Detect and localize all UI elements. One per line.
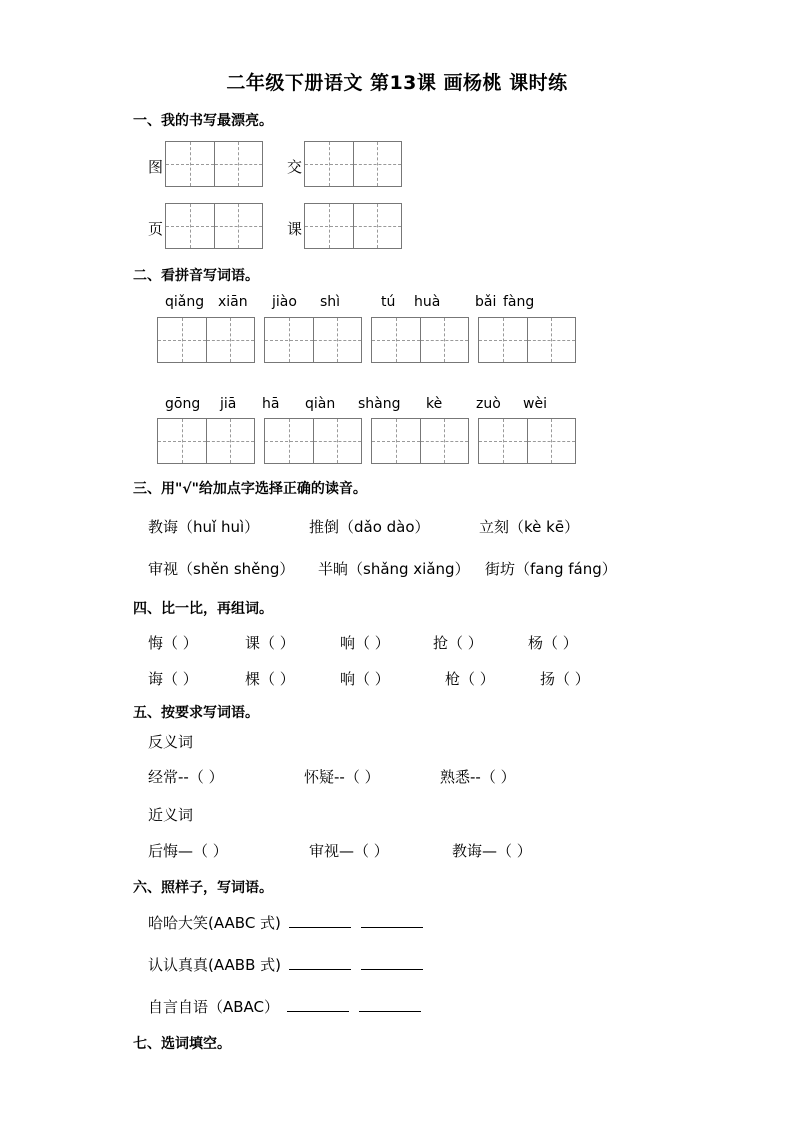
section-5-heading: 五、按要求写词语。 bbox=[133, 705, 259, 721]
answer-blank[interactable] bbox=[289, 913, 351, 928]
pattern-item bbox=[148, 912, 423, 933]
pinyin: qiàn bbox=[305, 396, 336, 412]
synonym-item[interactable]: 教诲—（ ） bbox=[452, 842, 532, 860]
tianzige-box[interactable] bbox=[478, 418, 576, 464]
pattern-item bbox=[148, 996, 421, 1017]
answer-blank[interactable] bbox=[287, 997, 349, 1012]
compare-item[interactable]: 响（ ） bbox=[340, 670, 390, 688]
antonym-item[interactable]: 经常--（ ） bbox=[148, 768, 224, 786]
tianzige-box[interactable] bbox=[371, 317, 469, 363]
section-2-heading: 二、看拼音写词语。 bbox=[133, 268, 259, 284]
pinyin: kè bbox=[426, 396, 443, 412]
antonym-item[interactable]: 熟悉--（ ） bbox=[440, 768, 516, 786]
pinyin: shàng bbox=[358, 396, 401, 412]
compare-item[interactable]: 响（ ） bbox=[340, 634, 390, 652]
compare-item[interactable]: 悔（ ） bbox=[148, 634, 198, 652]
pinyin: jiào bbox=[272, 294, 297, 310]
compare-item[interactable]: 抢（ ） bbox=[433, 634, 483, 652]
pinyin: qiǎng bbox=[165, 294, 205, 310]
pinyin: zuò bbox=[476, 396, 501, 412]
tianzige-box[interactable] bbox=[371, 418, 469, 464]
answer-blank[interactable] bbox=[289, 955, 351, 970]
pronunciation-item[interactable]: 街坊（fang fáng） bbox=[485, 560, 617, 578]
compare-item[interactable]: 扬（ ） bbox=[540, 670, 590, 688]
pattern-item bbox=[148, 954, 423, 975]
compare-item[interactable]: 诲（ ） bbox=[148, 670, 198, 688]
tianzige-box[interactable] bbox=[478, 317, 576, 363]
pinyin: jiā bbox=[220, 396, 237, 412]
synonym-item[interactable]: 后悔—（ ） bbox=[148, 842, 228, 860]
compare-item[interactable]: 课（ ） bbox=[245, 634, 295, 652]
tianzige-box[interactable] bbox=[157, 317, 255, 363]
pinyin: shì bbox=[320, 294, 341, 310]
pinyin: hā bbox=[262, 396, 280, 412]
section-3-heading: 三、用"√"给加点字选择正确的读音。 bbox=[133, 481, 367, 497]
tianzige-box[interactable] bbox=[264, 418, 362, 464]
page-title: 二年级下册语文 第13课 画杨桃 课时练 bbox=[226, 72, 568, 94]
model-char: 课 bbox=[287, 220, 303, 238]
pinyin: bǎi bbox=[475, 294, 497, 310]
tianzige-box[interactable] bbox=[165, 141, 263, 187]
section-1-heading: 一、我的书写最漂亮。 bbox=[133, 113, 273, 129]
tianzige-box[interactable] bbox=[304, 203, 402, 249]
pinyin: xiān bbox=[218, 294, 248, 310]
model-char: 交 bbox=[287, 158, 303, 176]
tianzige-box[interactable] bbox=[264, 317, 362, 363]
pronunciation-item[interactable]: 审视（shěn shěng） bbox=[148, 560, 295, 578]
pattern-example: 自言自语（ABAC） bbox=[148, 998, 280, 1016]
pattern-example: 认认真真(AABB 式) bbox=[148, 956, 281, 974]
answer-blank[interactable] bbox=[361, 955, 423, 970]
model-char: 图 bbox=[148, 158, 164, 176]
model-char: 页 bbox=[148, 220, 164, 238]
section-7-heading: 七、选词填空。 bbox=[133, 1036, 231, 1052]
tianzige-box[interactable] bbox=[165, 203, 263, 249]
pronunciation-item[interactable]: 教诲（huǐ huì） bbox=[148, 518, 260, 536]
pronunciation-item[interactable]: 半晌（shǎng xiǎng） bbox=[318, 560, 470, 578]
antonym-label: 反义词 bbox=[148, 733, 194, 751]
pinyin: wèi bbox=[523, 396, 547, 412]
synonym-item[interactable]: 审视—（ ） bbox=[309, 842, 389, 860]
antonym-item[interactable]: 怀疑--（ ） bbox=[304, 768, 380, 786]
section-4-heading: 四、比一比，再组词。 bbox=[133, 601, 273, 617]
compare-item[interactable]: 枪（ ） bbox=[445, 670, 495, 688]
answer-blank[interactable] bbox=[361, 913, 423, 928]
answer-blank[interactable] bbox=[359, 997, 421, 1012]
pinyin: tú bbox=[381, 294, 396, 310]
compare-item[interactable]: 杨（ ） bbox=[528, 634, 578, 652]
pronunciation-item[interactable]: 推倒（dǎo dào） bbox=[309, 518, 430, 536]
pinyin: gōng bbox=[165, 396, 201, 412]
pattern-example: 哈哈大笑(AABC 式) bbox=[148, 914, 281, 932]
pinyin: huà bbox=[414, 294, 441, 310]
pinyin: fàng bbox=[503, 294, 535, 310]
tianzige-box[interactable] bbox=[157, 418, 255, 464]
section-6-heading: 六、照样子，写词语。 bbox=[133, 880, 273, 896]
compare-item[interactable]: 棵（ ） bbox=[245, 670, 295, 688]
pronunciation-item[interactable]: 立刻（kè kē） bbox=[479, 518, 580, 536]
tianzige-box[interactable] bbox=[304, 141, 402, 187]
synonym-label: 近义词 bbox=[148, 806, 194, 824]
